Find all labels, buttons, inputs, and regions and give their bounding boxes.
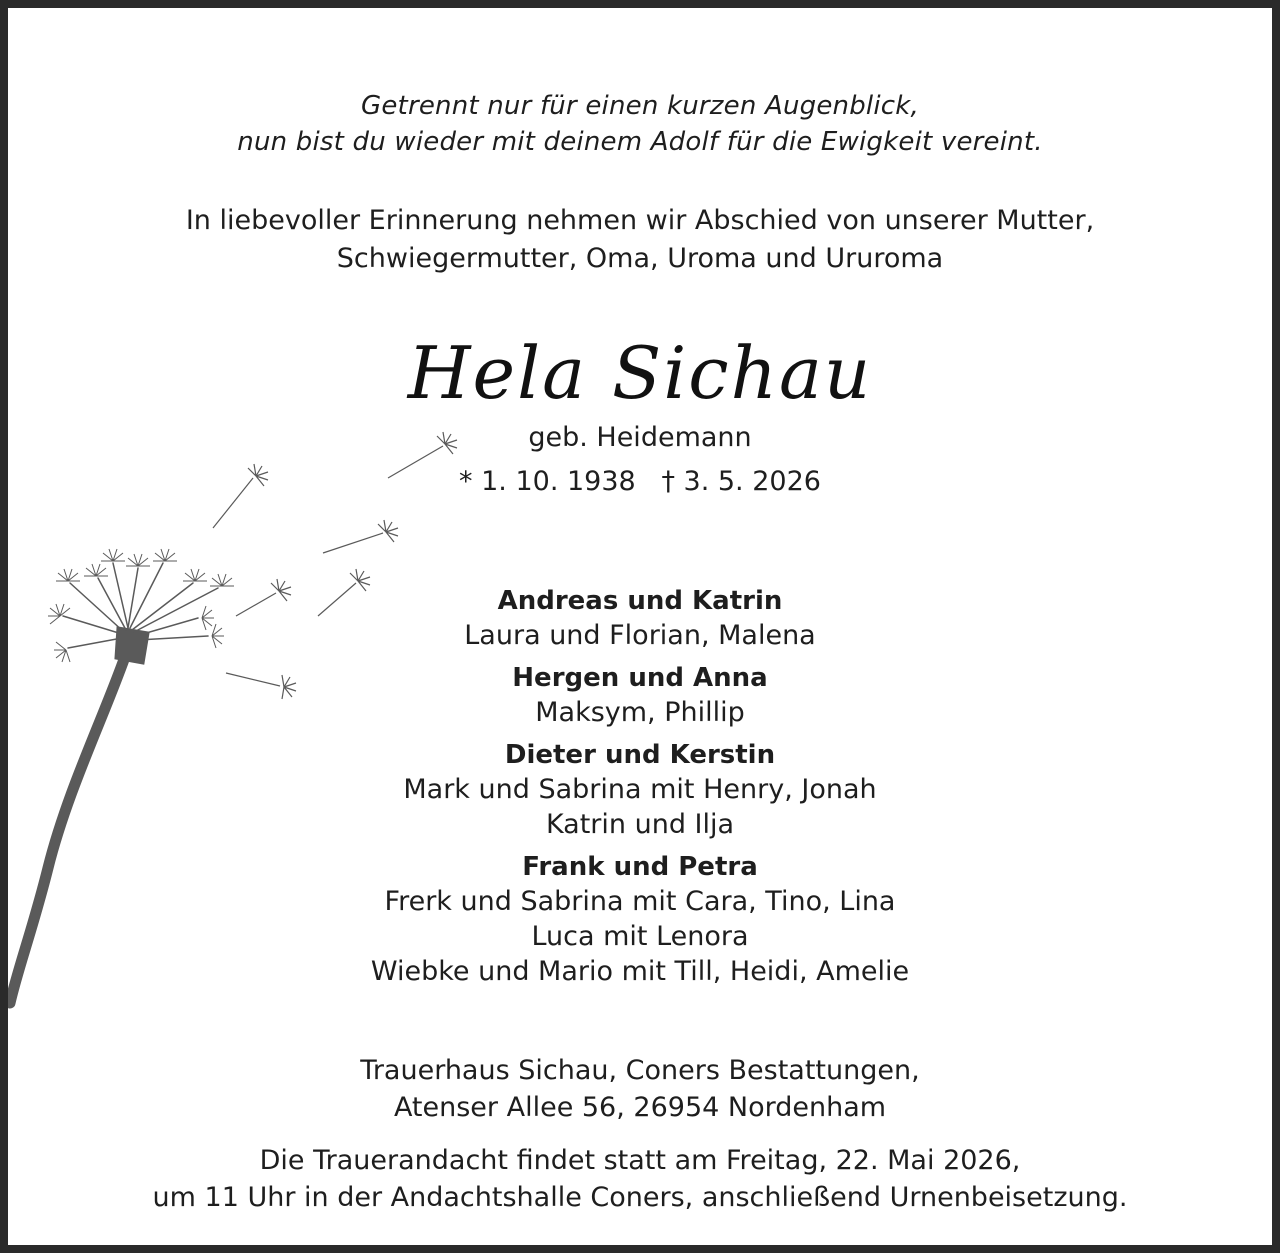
family-group-line: Mark und Sabrina mit Henry, Jonah xyxy=(403,774,877,805)
address-line-2: Atenser Allee 56, 26954 Nordenham xyxy=(393,1092,887,1123)
family-group-head: Andreas und Katrin xyxy=(497,586,783,616)
maiden-name: geb. Heidemann xyxy=(528,422,752,453)
family-group-line: Maksym, Phillip xyxy=(535,697,745,728)
deceased-name: Hela Sichau xyxy=(407,331,873,415)
family-group xyxy=(8,661,1272,730)
ceremony-line-1: Die Trauerandacht findet statt am Freitag, 22. Mai 2026, xyxy=(259,1145,1021,1176)
intro-line-2: Schwiegermutter, Oma, Uroma und Ururoma xyxy=(336,243,944,274)
family-group xyxy=(8,738,1272,842)
intro-text xyxy=(8,202,1272,278)
life-dates: * 1. 10. 1938 † 3. 5. 2026 xyxy=(459,466,821,497)
family-group-head: Hergen und Anna xyxy=(512,663,768,693)
ceremony-line-2: um 11 Uhr in der Andachtshalle Coners, anschließend Urnenbeisetzung. xyxy=(152,1182,1128,1213)
family-group xyxy=(8,850,1272,989)
quote xyxy=(8,88,1272,160)
family-group-line: Frerk und Sabrina mit Cara, Tino, Lina xyxy=(384,886,896,917)
quote-line-2: nun bist du wieder mit deinem Adolf für die Ewigkeit vereint. xyxy=(237,127,1043,157)
mourning-house-address xyxy=(8,1052,1272,1126)
ceremony-info xyxy=(8,1142,1272,1216)
address-line-1: Trauerhaus Sichau, Coners Bestattungen, xyxy=(360,1055,920,1086)
family-group xyxy=(8,584,1272,653)
family-group-line: Katrin und Ilja xyxy=(545,809,735,840)
family-group-head: Dieter und Kerstin xyxy=(504,740,776,770)
family-group-line: Wiebke und Mario mit Till, Heidi, Amelie xyxy=(370,956,910,987)
family-group-head: Frank und Petra xyxy=(522,852,758,882)
family-list xyxy=(8,584,1272,989)
intro-line-1: In liebevoller Erinnerung nehmen wir Abschied von unserer Mutter, xyxy=(185,205,1095,236)
family-group-line: Laura und Florian, Malena xyxy=(464,620,816,651)
quote-line-1: Getrennt nur für einen kurzen Augenblick, xyxy=(361,91,919,121)
family-group-line: Luca mit Lenora xyxy=(531,921,749,952)
